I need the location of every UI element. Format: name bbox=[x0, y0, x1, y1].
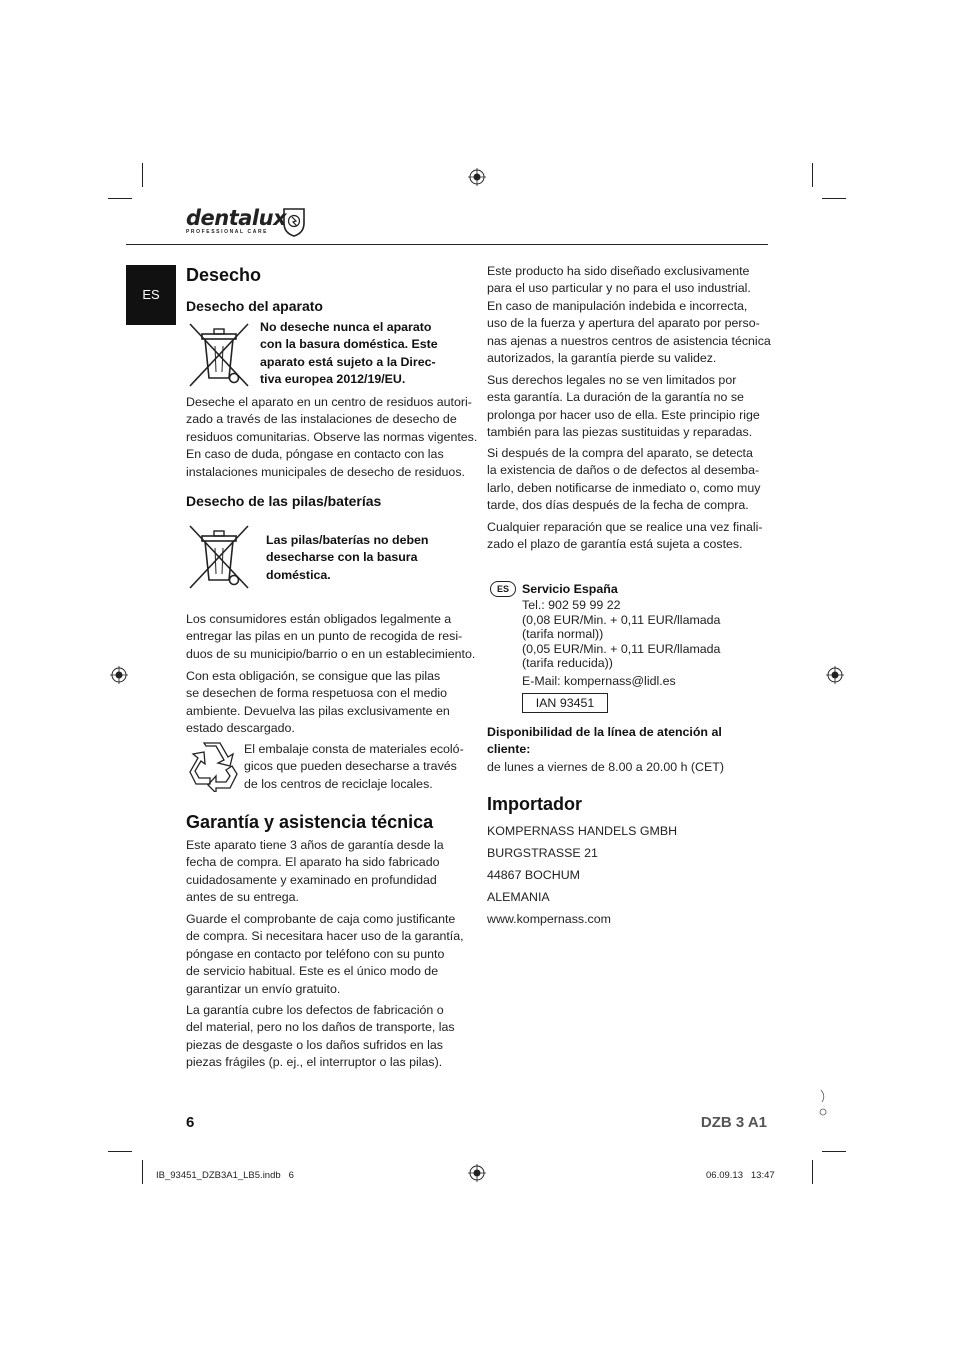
crop-mark bbox=[108, 1151, 132, 1152]
service-title: Servicio España bbox=[522, 582, 618, 596]
crop-mark bbox=[142, 1160, 143, 1184]
language-tab: ES bbox=[126, 265, 176, 325]
right-paragraph-3: Si después de la compra del aparato, se detecta la existencia de daños o de defectos al desemba- larlo, deben notificarse de inmediato o, como muy tarde, dos días después de la fecha de compra. bbox=[487, 446, 761, 513]
header-rule bbox=[126, 244, 768, 245]
garantia-paragraph-1: Este aparato tiene 3 años de garantía desde la fecha de compra. El aparato ha sido fabricado cuidadosamente y examinado en profundidad antes de su entrega. bbox=[186, 838, 444, 905]
importador-address: KOMPERNASS HANDELS GMBH BURGSTRASSE 21 44867 BOCHUM ALEMANIA www.kompernass.com bbox=[487, 820, 677, 930]
crossed-bin-icon bbox=[186, 320, 252, 388]
ian-number: IAN 93451 bbox=[522, 693, 608, 713]
crop-mark bbox=[108, 198, 132, 199]
importador-website[interactable]: www.kompernass.com bbox=[487, 912, 611, 926]
footer-datetime: 06.09.13 13:47 bbox=[706, 1170, 775, 1181]
embalaje-text: El embalaje consta de materiales ecoló- gicos que pueden desecharse a través de los centros de reciclaje locales. bbox=[244, 742, 464, 791]
model-number: DZB 3 A1 bbox=[700, 1114, 767, 1131]
registration-mark-icon bbox=[468, 168, 486, 186]
right-paragraph-2: Sus derechos legales no se ven limitados por esta garantía. La duración de la garantía no se prolonga por hacer uso de ella. Este principio rige también para las piezas sustituidas y reparadas. bbox=[487, 373, 760, 440]
footer-file-name: IB_93451_DZB3A1_LB5.indb 6 bbox=[156, 1170, 294, 1181]
right-paragraph-1: Este producto ha sido diseñado exclusivamente para el uso particular y no para el uso industrial. En caso de manipulación indebida e incorrecta, uso de la fuerza y apertura del aparato por perso- nas ajenas a nuestros centros de asistencia técnica autorizados, la garantía pierde su validez. bbox=[487, 264, 771, 366]
crop-mark bbox=[822, 1151, 846, 1152]
registration-mark-icon bbox=[110, 666, 128, 684]
availability-text: de lunes a viernes de 8.00 a 20.00 h (CET) bbox=[487, 760, 724, 774]
crop-mark bbox=[142, 163, 143, 187]
brand-tagline: PROFESSIONAL CARE bbox=[186, 229, 269, 235]
availability-title: Disponibilidad de la línea de atención al cliente: bbox=[487, 725, 722, 757]
right-paragraph-4: Cualquier reparación que se realice una vez finali- zado el plazo de garantía está sujeta a costes. bbox=[487, 520, 763, 552]
pilas-warning: Las pilas/baterías no deben desecharse con la basura doméstica. bbox=[266, 533, 429, 582]
section-title-garantia: Garantía y asistencia técnica bbox=[186, 812, 434, 832]
service-country-badge: ES bbox=[490, 581, 516, 597]
subsection-title-aparato: Desecho del aparato bbox=[186, 298, 323, 314]
garantia-paragraph-2: Guarde el comprobante de caja como justificante de compra. Si necesitara hacer uso de la garantía, póngase en contacto por teléfono con su punto de servicio habitual. Este es el único modo de garantizar un envío gratuito. bbox=[186, 912, 464, 996]
pilas-text-1: Los consumidores están obligados legalmente a entregar las pilas en un punto de recogida de resi- duos de su municipio/barrio o en un establecimiento. bbox=[186, 612, 476, 661]
crossed-bin-icon bbox=[186, 522, 252, 590]
garantia-paragraph-3: La garantía cubre los defectos de fabricación o del material, pero no los daños de transporte, las piezas de desgaste o los daños sufridos en las piezas frágiles (p. ej., el interruptor o las pilas). bbox=[186, 1003, 455, 1070]
service-email[interactable]: E-Mail: kompernass@lidl.es bbox=[522, 673, 676, 688]
crop-mark bbox=[812, 163, 813, 187]
registration-mark-icon bbox=[468, 1164, 486, 1182]
service-details: Tel.: 902 59 99 22 (0,08 EUR/Min. + 0,11 EUR/llamada (tarifa normal)) (0,05 EUR/Min. + 0,11 EUR/llamada (tarifa reducida)) E-Mail: kompernass@lidl.es bbox=[522, 598, 721, 688]
subsection-title-pilas: Desecho de las pilas/baterías bbox=[186, 493, 382, 509]
aparato-text: Deseche el aparato en un centro de residuos autori- zado a través de las instalaciones de desecho de residuos comunitarias. Observe las normas vigentes. En caso de duda, póngase en contacto con las instalaciones municipales de desecho de residuos. bbox=[186, 395, 478, 479]
recycle-icon bbox=[186, 740, 240, 792]
page-number: 6 bbox=[186, 1114, 195, 1131]
brand-shield-icon bbox=[282, 207, 306, 237]
crop-mark bbox=[812, 1160, 813, 1184]
section-title-importador: Importador bbox=[487, 794, 583, 814]
aparato-warning: No deseche nunca el aparato con la basura doméstica. Este aparato está sujeto a la Direc- tiva europea 2012/19/EU. bbox=[260, 320, 438, 387]
registration-mark-icon bbox=[826, 666, 844, 684]
brand-logo: dentalux bbox=[186, 206, 287, 230]
section-title-desecho: Desecho bbox=[186, 265, 262, 285]
pilas-text-2: Con esta obligación, se consigue que las pilas se desechen de forma respetuosa con el medio ambiente. Devuelva las pilas exclusivamente en estado descargado. bbox=[186, 669, 450, 736]
crop-mark bbox=[822, 198, 846, 199]
print-signature-icon bbox=[818, 1088, 828, 1118]
